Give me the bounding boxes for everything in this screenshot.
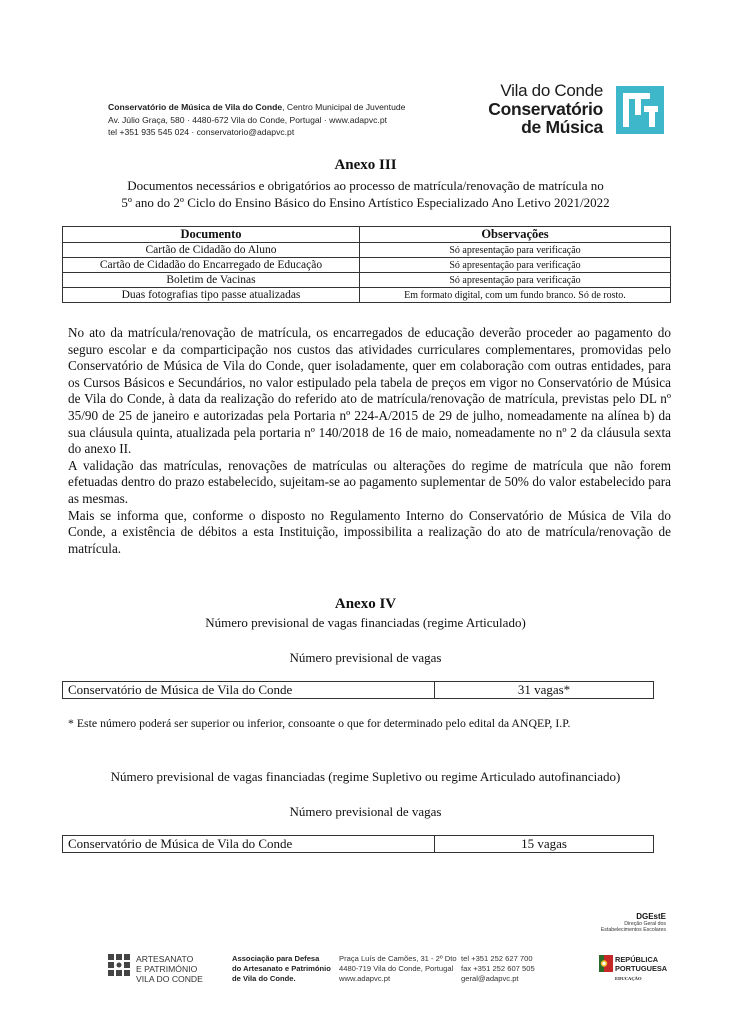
header-org-line: [108, 101, 405, 114]
header-address: Av. Júlio Graça, 580 · 4480-672 Vila do Conde, Portugal · www.adapvc.pt: [108, 114, 387, 125]
republica-emblem-icon: [599, 955, 613, 972]
observacoes-cell: Só apresentação para verificação: [360, 243, 671, 258]
address-line-1: Praça Luís de Camões, 31 - 2º Dto: [339, 954, 457, 963]
dgeste-title: DGEstE: [636, 912, 666, 921]
vagas-articulado-table: [62, 681, 654, 699]
logo-line-2: Conservatório: [488, 99, 603, 119]
header-info: [108, 101, 405, 139]
anexo-iv-title: Anexo IV: [334, 596, 397, 612]
documento-cell: Cartão de Cidadão do Aluno: [63, 243, 360, 258]
educacao-label: EDUCAÇÃO: [615, 976, 642, 981]
assoc-line-3: de Vila do Conde.: [232, 974, 296, 984]
column-header-observacoes: Observações: [360, 227, 671, 243]
org-extra: , Centro Municipal de Juventude: [282, 102, 406, 112]
header-contacts: tel +351 935 545 024 · conservatorio@adapvc.pt: [108, 127, 295, 137]
artesanato-logo-text: [136, 954, 203, 984]
footer-address: [339, 954, 457, 985]
logo-line-1: Vila do Conde: [500, 81, 603, 100]
anexo-iii-subtitle-line-2: 5º ano do 2º Ciclo do Ensino Básico do Ensino Artístico Especializado Ano Letivo 2021/2022: [121, 195, 610, 210]
address-line-2: 4480-719 Vila do Conde, Portugal: [339, 964, 454, 974]
paragraph-seguro-escolar: No ato da matrícula/renovação de matrícula, os encarregados de educação deverão proceder ao pagamento do seguro escolar e da comparticipação nos custos das atividades curriculares complementares, promovidas pelo Conservatório de Música de Vila do Conde, quer isoladamente, quer em colaboração com outras entidades, para os Cursos Básicos e Secundários, no valor estipulado pela tabela de preços em vigor no Conservatório de Música de Vila do Conde, à data da realização do referido ato de matrícula/renovação de matrícula, previstas pelo DL nº 35/90 de 25 de janeiro e autorizadas pela Portaria nº 224-A/2015 de 29 de julho, nomeadamente na alínea b) da sua cláusula quinta, atualizada pela portaria nº 140/2018 de 16 de maio, nomeadamente no nº 2 da cláusula sexta do anexo II.: [68, 325, 671, 457]
table-row: [63, 682, 654, 699]
vagas-supletivo-table: [62, 835, 654, 853]
dgeste-subtitle-1: Direção Geral dos: [624, 921, 666, 927]
footer-contacts: [461, 954, 535, 985]
vagas-label: Número previsional de vagas: [289, 650, 442, 665]
documento-cell: Duas fotografias tipo passe atualizadas: [63, 288, 360, 303]
republica-line-1: REPÚBLICA: [615, 955, 659, 964]
table-row: [63, 836, 654, 853]
table-row: [63, 258, 671, 273]
artesanato-line-1: ARTESANATO: [136, 954, 194, 964]
paragraph-debitos: Mais se informa que, conforme o disposto no Regulamento Interno do Conservatório de Música de Vila do Conde, a existência de débitos a esta Instituição, impossibilita a realização do ato de matrícula/renovação de matrícula.: [68, 507, 671, 556]
anexo-iii-title: Anexo III: [334, 157, 397, 173]
anexo-iv-subtitle-2: Número previsional de vagas financiadas (regime Supletivo ou regime Articulado autofinanciado): [110, 769, 621, 784]
documents-table: [62, 226, 671, 303]
artesanato-logo-icon: [107, 953, 131, 977]
school-cell: Conservatório de Música de Vila do Conde: [63, 682, 435, 699]
footer-association: [232, 954, 331, 985]
republica-portuguesa-text: [615, 955, 667, 973]
address-line-3: www.adapvc.pt: [339, 974, 391, 984]
anexo-iii-body: [68, 325, 671, 557]
logo-line-3: de Música: [521, 117, 603, 137]
observacoes-cell: Só apresentação para verificação: [360, 273, 671, 288]
paragraph-validacao: A validação das matrículas, renovações de matrículas ou alterações do regime de matrícula que não forem efetuadas dentro do prazo estabelecido, sujeitam-se ao pagamento suplementar de 50% do valor estabelecido para as mesmas.: [68, 457, 671, 506]
org-name: Conservatório de Música de Vila do Conde: [108, 102, 283, 112]
school-cell: Conservatório de Música de Vila do Conde: [63, 836, 435, 853]
artesanato-line-2: E PATRIMÓNIO: [136, 964, 198, 974]
table-row: [63, 288, 671, 303]
documento-cell: Boletim de Vacinas: [63, 273, 360, 288]
documents-table-header: [63, 227, 671, 243]
fax-line: fax +351 252 607 505: [461, 964, 535, 974]
vagas-cell: 31 vagas*: [435, 682, 654, 699]
tel-line: tel +351 252 627 700: [461, 954, 533, 963]
artesanato-line-3: VILA DO CONDE: [136, 974, 203, 984]
vagas-footnote: * Este número poderá ser superior ou inferior, consoante o que for determinado pelo edital da ANQEP, I.P.: [68, 716, 571, 730]
documento-cell: Cartão de Cidadão do Encarregado de Educação: [63, 258, 360, 273]
table-row: [63, 243, 671, 258]
assoc-line-2: do Artesanato e Património: [232, 964, 331, 974]
column-header-documento: Documento: [63, 227, 360, 243]
dgeste-subtitle-2: Estabelecimentos Escolares: [600, 927, 666, 933]
observacoes-cell: Em formato digital, com um fundo branco. Só de rosto.: [360, 288, 671, 303]
anexo-iii-subtitle-line-1: Documentos necessários e obrigatórios ao processo de matrícula/renovação de matrícula no: [127, 178, 604, 193]
dgeste-logo: [580, 912, 666, 933]
anexo-iii-subtitle: [60, 177, 671, 211]
republica-line-2: PORTUGUESA: [615, 964, 668, 973]
vagas-label-2: Número previsional de vagas: [289, 804, 442, 819]
observacoes-cell: Só apresentação para verificação: [360, 258, 671, 273]
email-line: geral@adapvc.pt: [461, 974, 519, 984]
conservatorio-logo-text: [488, 82, 603, 136]
conservatorio-logo-icon: [616, 86, 664, 134]
vagas-cell: 15 vagas: [435, 836, 654, 853]
table-row: [63, 273, 671, 288]
anexo-iv-subtitle: Número previsional de vagas financiadas (regime Articulado): [205, 615, 526, 630]
assoc-line-1: Associação para Defesa: [232, 954, 320, 963]
